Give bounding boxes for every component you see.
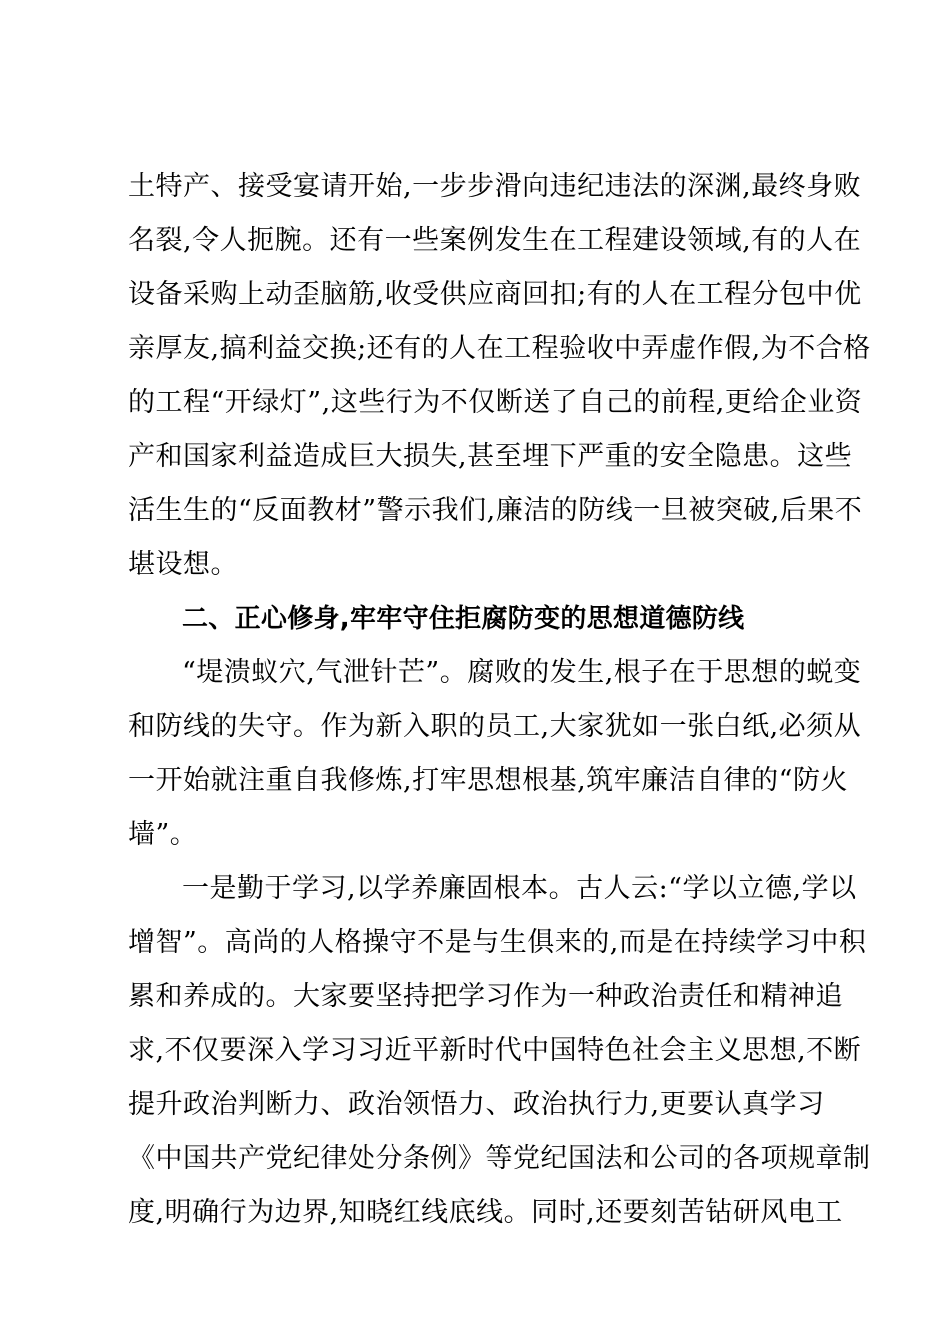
text-line: 增智”。高尚的人格操守不是与生俱来的,而是在持续学习中积: [128, 927, 867, 958]
text-line: 名裂,令人扼腕。还有一些案例发生在工程建设领域,有的人在: [128, 225, 862, 256]
text-line: “堤溃蚁穴,气泄针芒”。腐败的发生,根子在于思想的蜕变: [182, 657, 862, 688]
paragraph-case-warnings: [128, 160, 871, 592]
text-line: 一是勤于学习,以学养廉固根本。古人云:“学以立德,学以: [182, 873, 857, 904]
section-heading: 二、正心修身,牢牢守住拒腐防变的思想道德防线: [182, 604, 745, 634]
paragraph-section-intro: [128, 646, 862, 862]
text-line: 的工程“开绿灯”,这些行为不仅断送了自己的前程,更给企业资: [128, 387, 863, 418]
document-body: [128, 160, 871, 1240]
text-line: 《中国共产党纪律处分条例》等党纪国法和公司的各项规章制: [128, 1143, 871, 1174]
text-line: 和防线的失守。作为新入职的员工,大家犹如一张白纸,必须从: [128, 711, 862, 742]
text-line: 设备采购上动歪脑筋,收受供应商回扣;有的人在工程分包中优: [128, 279, 862, 310]
text-line: 土特产、接受宴请开始,一步步滑向违纪违法的深渊,最终身败: [128, 171, 862, 202]
text-line: 亲厚友,搞利益交换;还有的人在工程验收中弄虚作假,为不合格: [128, 333, 871, 364]
text-line: 堪设想。: [128, 549, 238, 580]
text-line: 一开始就注重自我修炼,打牢思想根基,筑牢廉洁自律的“防火: [128, 765, 848, 796]
text-line: 累和养成的。大家要坚持把学习作为一种政治责任和精神追: [128, 981, 843, 1012]
paragraph-point-one: [128, 862, 871, 1240]
text-line: 产和国家利益造成巨大损失,甚至埋下严重的安全隐患。这些: [128, 441, 853, 472]
text-line: 度,明确行为边界,知晓红线底线。同时,还要刻苦钻研风电工: [128, 1197, 843, 1228]
text-line: 墙”。: [128, 819, 198, 850]
text-line: 活生生的“反面教材”警示我们,廉洁的防线一旦被突破,后果不: [128, 495, 863, 526]
text-line: 提升政治判断力、政治领悟力、政治执行力,更要认真学习: [128, 1089, 825, 1120]
text-line: 求,不仅要深入学习习近平新时代中国特色社会主义思想,不断: [128, 1035, 862, 1066]
